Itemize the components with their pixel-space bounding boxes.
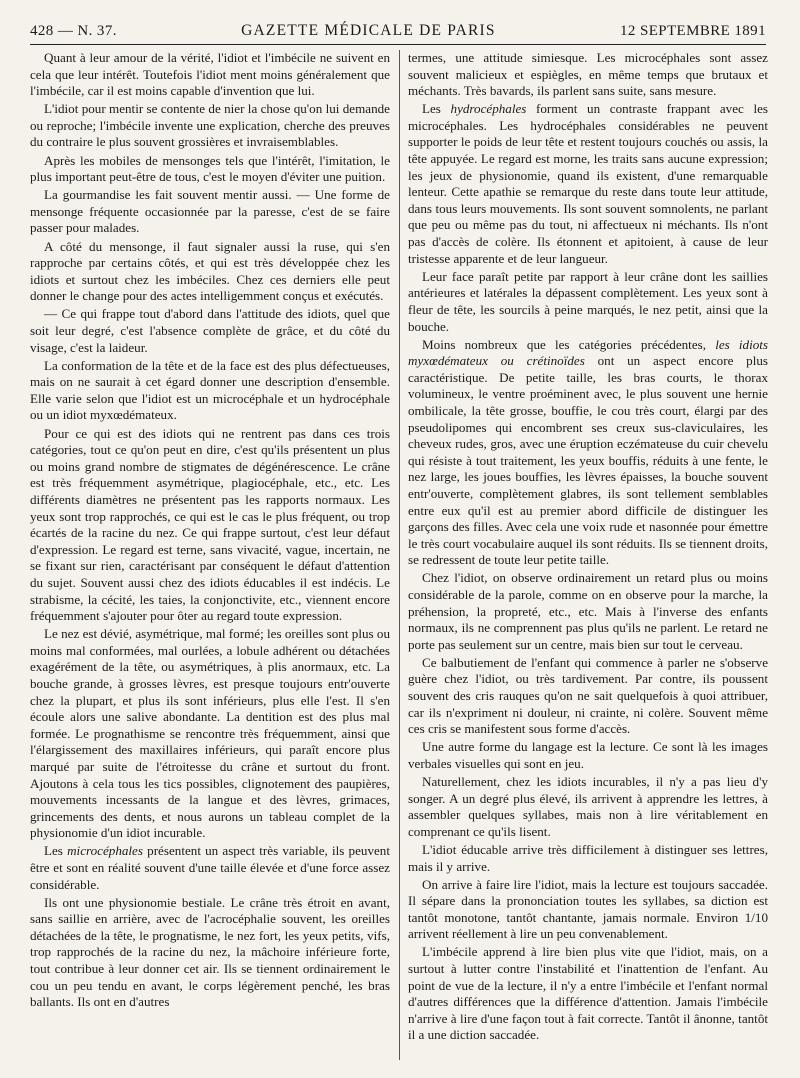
right-column: [408, 50, 768, 1060]
paragraph-text: Les: [44, 843, 68, 859]
paragraph: A côté du mensonge, il faut signaler aussi la ruse, qui s'en rapproche par certains côtés, et qui est très développée chez les idiots et surtout chez les imbéciles. Chez ces derniers elle peut donner le change pour des actes intelligemment conçus et exécutés.: [30, 238, 390, 304]
issue-date: 12 SEPTEMBRE 1891: [620, 23, 766, 39]
paragraph: Naturellement, chez les idiots incurables, il n'y a pas lieu d'y songer. A un degré plus élevé, ils arrivent à apprendre les lettres, à assembler quelques syllabes, mais non à lire véritablement en comprenant ce qu'ils lisent.: [408, 774, 768, 839]
italic-term: hydrocéphales: [450, 101, 527, 117]
left-column: [30, 50, 390, 1060]
paragraph-text: forment un contraste frappant avec les microcéphales. Les hydrocéphales considérables ne peuvent supporter le poids de leur tête et restent toujours couchés ou assis, la tête appuyée. Le regard est morne, les traits sans aucune expression; les jeux de physionomie, quand ils existent, d'une remarquable lenteur. Cette apathie se remarque du reste dans toute leur attitude, dans tous leurs mouvements. Ils sont souvent somnolents, ne parlant que peu ou même pas du tout, ni affectueux ni méchants. Ils n'ont pas d'accès de colère. Ils étonnent et apitoient, à cause de leur tristesse apparente et de leur langueur.: [408, 101, 768, 266]
paragraph: Une autre forme du langage est la lecture. Ce sont là les images verbales visuelles qui sont en jeu.: [408, 739, 768, 771]
paragraph: [408, 101, 768, 267]
paragraph: L'idiot éducable arrive très difficilement à distinguer ses lettres, mais il y arrive.: [408, 841, 768, 874]
paragraph: On arrive à faire lire l'idiot, mais la lecture est toujours saccadée. Il sépare dans la prononciation toutes les syllabes, sa diction est tantôt monotone, tantôt chantante, jamais normale. Environ 1/10 arrivent réellement à lire un peu convenablement.: [408, 876, 768, 942]
paragraph: Après les mobiles de mensonges tels que l'intérêt, l'imitation, le plus important peut-être de tous, c'est le moyen d'éviter une puition.: [30, 152, 390, 185]
paragraph-text: ont un aspect encore plus caractéristique. De petite taille, les bras courts, le thorax volumineux, le ventre proéminent avec, le plus souvent une hernie ombilicale, la tête grosse, bouffie, le cou très court, élargi par des pseudolipomes qui encombrent ses creux sus-claviculaires, les cheveux rudes, gros, avec une éruption eczémateuse du cuir chevelu qui résiste à tout traitement, les yeux bouffis, réduits à une fente, le nez large, les joues bouffies, les lèvres épaisses, la bouche souvent entr'ouverte, complètement glabres, ils sont tellement semblables entre eux qu'il est au premier abord difficile de distinguer les garçons des filles. Avec cela une voix rude et nasonnée pour émettre le très court vocabulaire auquel ils sont réduits. Ils se tiennent droits, se redressent de toute leur petite taille.: [408, 353, 768, 568]
paragraph: — Ce qui frappe tout d'abord dans l'attitude des idiots, quel que soit leur degré, c'est l'absence complète de grâce, et du côté du visage, c'est la laideur.: [30, 306, 390, 355]
paragraph-text: Les: [422, 101, 451, 117]
italic-term: microcéphales: [67, 843, 143, 859]
paragraph: Pour ce qui est des idiots qui ne rentrent pas dans ces trois catégories, tout ce qu'on peut en dire, c'est qu'ils présentent un plus ou moins grand nombre de stigmates de dégénérescence. Le crâne est très fréquemment asymétrique, plagiocéphale, etc., etc. Les différents diamètres ne présentent pas les rapports normaux. Les yeux sont trop rapprochés, ce qui est le cas le plus fréquent, ou trop écartés de la racine du nez. Ce qui frappe surtout, c'est leur défaut d'expression. Le regard est terne, sans vivacité, vague, incertain, ne se fixant sur rien, caractérisant par conséquent le défaut d'attention du sujet. Souvent aussi chez des idiots éducables il est indécis. Le strabisme, la cécité, les taies, la conjonctivite, etc., viennent encore fréquemment s'ajouter pour ôter au regard toute expression.: [30, 425, 390, 624]
paragraph: L'idiot pour mentir se contente de nier la chose qu'on lui demande ou reproche; l'imbécile invente une explication, cherche des preuves du contraire le plus souvent grossières et invraisemblables.: [30, 101, 390, 150]
paragraph-text: présentent un aspect très variable, ils peuvent être et sont en réalité souvent d'une taille élevée et d'une force assez considérable.: [30, 843, 390, 892]
journal-title: GAZETTE MÉDICALE DE PARIS: [241, 22, 496, 39]
paragraph: Chez l'idiot, on observe ordinairement un retard plus ou moins considérable de la parole, comme on en observe pour la marche, la préhension, la propreté, etc., etc. Mais à l'inverse des enfants normaux, ils ne comprennent pas plus qu'ils ne parlent. Le retard ne porte pas seulement sur un centre, mais bien sur tout le cerveau.: [408, 570, 768, 652]
page-header: [30, 14, 766, 40]
page-number: 428 — N. 37.: [30, 23, 117, 39]
paragraph: [408, 337, 768, 569]
paragraph: [30, 843, 390, 893]
header-rule: [30, 44, 766, 45]
paragraph: Ils ont une physionomie bestiale. Le crâne très étroit en avant, sans saillie en arrière, avec de l'acrocéphalie souvent, les oreilles détachées de la tête, le prognatisme, le nez fort, les yeux petits, vifs, trop rapprochés de la racine du nez, la mâchoire inférieure forte, tout contribue à leur donner cet air. Ils se tiennent ordinairement le cou un peu tendu en avant, le corps légèrement penché, les bras ballants. Ils ont en d'autres: [30, 894, 390, 1010]
paragraph: L'imbécile apprend à lire bien plus vite que l'idiot, mais, on a surtout à lutter contre l'instabilité et l'inattention de l'enfant. Au point de vue de la lecture, il n'y a entre l'imbécile et l'enfant normal d'autres différences que la différence d'attention. Jamais l'imbécile n'arrive à lire d'une façon tout à fait correcte. Tantôt il ânonne, tantôt il a une diction saccadée.: [408, 944, 768, 1043]
paragraph: termes, une attitude simiesque. Les microcéphales sont assez souvent malicieux et espiègles, en même temps que brutaux et méchants. Très bavards, ils parlent sans suite, sans mesure.: [408, 50, 768, 99]
column-divider: [399, 50, 400, 1060]
paragraph: Le nez est dévié, asymétrique, mal formé; les oreilles sont plus ou moins mal conformées, mal ourlées, a lobule adhérent ou détachées exagérément de la tête, ou asymétriques, à plis anormaux, etc. La bouche grande, à grosses lèvres, est presque toujours entr'ouverte chez la plupart, et plus ils sont inférieurs, plus elle l'est. Il s'en écoule alors une salive abondante. La dentition est des plus mal formée. Le prognathisme se rencontre très fréquemment, ainsi que l'élargissement des maxillaires inférieurs, qui paraît encore plus marqué par suite de l'étroitesse du crâne et surtout du front. Ajoutons à cela tous les tics possibles, clignotement des paupières, mouvements incessants de la langue et des lèvres, grimaces, grincements des dents, et nous aurons un tableau complet de la physionomie d'un idiot incurable.: [30, 626, 390, 841]
paragraph: Quant à leur amour de la vérité, l'idiot et l'imbécile ne suivent en cela que leur intérêt. Toutefois l'idiot ment moins généralement que l'imbécile, car il est moins capable d'invention que lui.: [30, 50, 390, 99]
paragraph: La gourmandise les fait souvent mentir aussi. — Une forme de mensonge fréquente occasionnée par la paresse, c'est de se faire passer pour malades.: [30, 187, 390, 236]
italic-term: les idiots myxœdémateux ou crétinoïdes: [408, 336, 768, 369]
paragraph: Leur face paraît petite par rapport à leur crâne dont les saillies antérieures et latérales la dépassent complètement. Les yeux sont à fleur de tête, les sourcils à peine marqués, le nez petit, ainsi que la bouche.: [408, 268, 768, 334]
article-body: [30, 50, 770, 1060]
paragraph: Ce balbutiement de l'enfant qui commence à parler ne s'observe guère chez l'idiot, ou très tardivement. Par contre, ils poussent souvent des cris rauques qu'on ne sait quelquefois à quoi attribuer, car ils n'expriment ni douleur, ni crainte, ni colère. Souvent même ces cris se manifestent sous forme d'accès.: [408, 654, 768, 737]
paragraph-text: Moins nombreux que les catégories précédentes,: [422, 336, 716, 352]
paragraph: La conformation de la tête et de la face est des plus défectueuses, mais on ne saurait à cet égard donner une description d'ensemble. Elle varie selon que l'idiot est un microcéphale et un hydrocéphale ou un idiot myxœdémateux.: [30, 357, 390, 423]
